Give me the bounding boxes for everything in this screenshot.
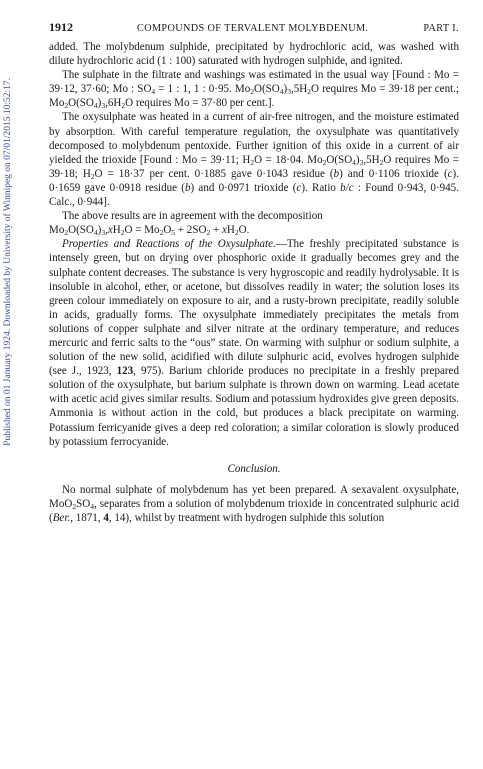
page-body (49, 40, 459, 525)
decomposition-equation: $Mo_2O(SO_4)_3,xH_2O = Mo_2O_5 + 2SO_2 + xH_2O$. (49, 224, 250, 238)
paragraph-properties: Properties and Reactions of the Oxysulphate.—The freshly precipitated substance is intensely green, but on drying over phosphoric oxide it gradually becomes grey and the sulphate content decreases. The substance is very hygroscopic and readily hydrolysable. It is insoluble in alcohol, ether, or acetone, but dissolves readily in water; the solution loses its green colour immediately on exposure to air, and a rusty-brown precipitate, readily soluble in acids, gradually forms. The oxysulphate immediately precipitates the metals from solutions of copper sulphate and silver nitrate at the ordinary temperature, and reduces mercuric and ferric salts to the “ous” state. On warming with sulphur or sodium sulphite, a solution of the new solid, acidified with dilute sulphuric acid, evolves hydrogen sulphide (see J., 1923, 123, 975). Barium chloride produces no precipitate in a freshly prepared solution of the oxysulphate, but barium sulphate is thrown down on warming. Lead acetate with acetic acid gives similar results. Sodium and potassium hydroxides give green deposits. Ammonia is without action in the cold, but produces a black precipitate on warming. Potassium ferricyanide gives a deep red coloration; a similar coloration is slowly produced by potassium ferrocyanide. (49, 238, 459, 448)
properties-title: Properties and Reactions of the Oxysulphate. (62, 238, 276, 251)
paragraph-2: The sulphate in the filtrate and washings was estimated in the usual way [Found : Mo = 39·12, 37·60; Mo : $SO_4 = 1$ : 1, 1 : 0·95. $Mo_2O(SO_4)_3,5H_2O$ requires Mo = 39·18 per cent.; $Mo_2O(SO_4)_3,6H_2O$ requires Mo = 37·80 per cent.]. (49, 69, 459, 111)
running-title: COMPOUNDS OF TERVALENT MOLYBDENUM. (137, 23, 369, 34)
conclusion-heading: Conclusion. (227, 462, 281, 475)
paper-page (49, 20, 459, 525)
page-number: 1912 (49, 20, 73, 34)
paragraph-4: The above results are in agreement with the decomposition (62, 210, 323, 223)
part-label: PART I. (423, 23, 459, 34)
download-notice (3, 78, 17, 678)
paragraph-3: The oxysulphate was heated in a current of air-free nitrogen, and the moisture estimated by absorption. With careful temperature regulation, the oxysulphate was quantitatively decomposed to molybdenum pentoxide. Further ignition of this oxide in a current of air yielded the trioxide [Found : Mo = 39·11; $H_2O = 18\cdot 04$. $Mo_2O(SO_4)_3,5H_2O$ requires Mo = 39·18; $H_2O = 18\cdot 37$ per cent. 0·1885 gave 0·1043 residue (b) and 0·1106 trioxide (c). 0·1659 gave 0·0918 residue (b) and 0·0971 trioxide (c). Ratio b/c : Found 0·943, 0·945. Calc., 0·944]. (49, 111, 459, 209)
download-notice-text: Published on 01 January 1924. Downloaded by University of Winnipeg on 07/01/2015 10:52:17. (3, 78, 13, 446)
paragraph-conclusion: No normal sulphate of molybdenum has yet been prepared. A sexavalent oxysulphate, $MoO_2SO_4$, separates from a solution of molybdenum trioxide in concentrated sulphuric acid (Ber., 1871, 4, 14), whilst by treatment with hydrogen sulphide this solution (49, 483, 459, 524)
paragraph-1: added. The molybdenum sulphide, precipitated by hydrochloric acid, was washed with dilute hydrochloric acid (1 : 100) saturated with hydrogen sulphide, and ignited. (49, 41, 459, 68)
page-header (49, 20, 459, 40)
